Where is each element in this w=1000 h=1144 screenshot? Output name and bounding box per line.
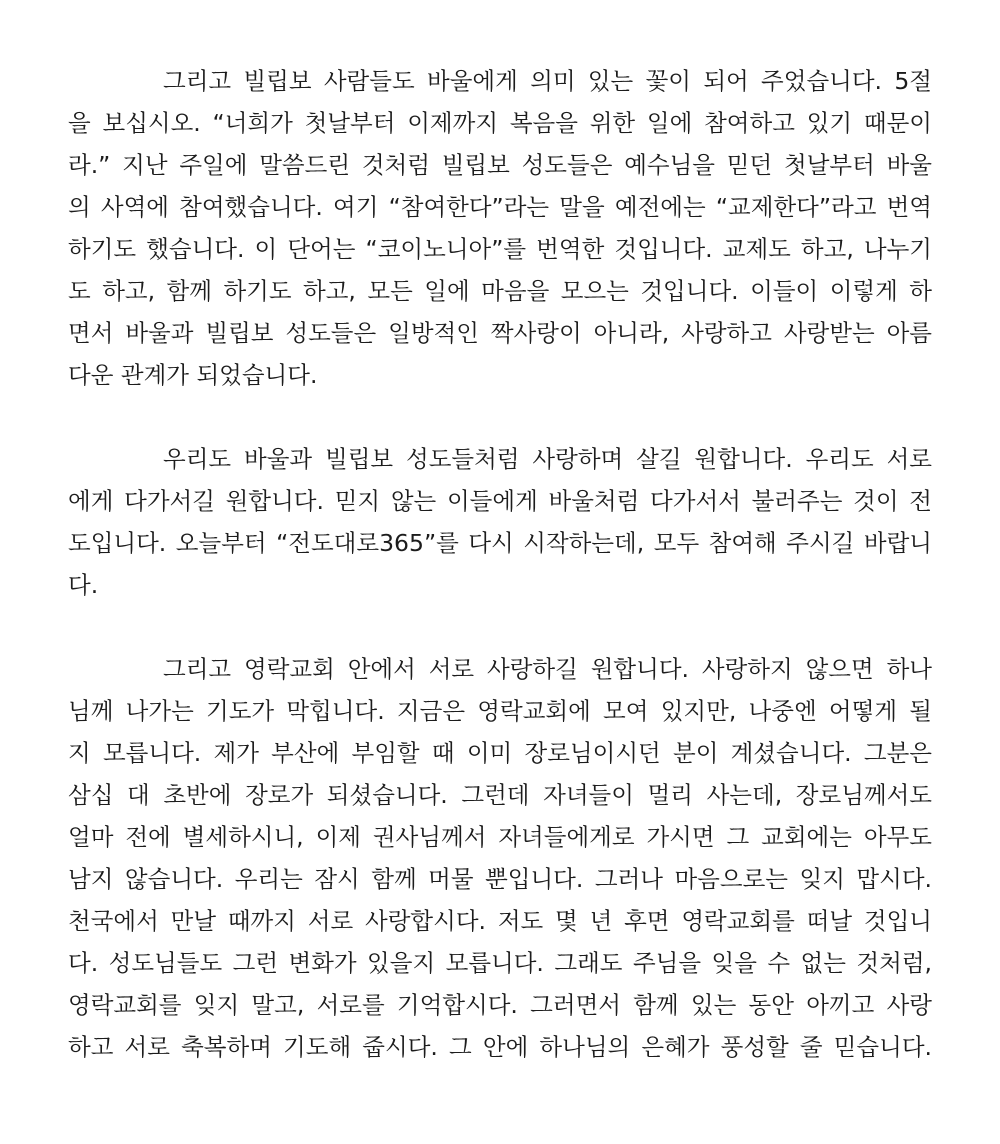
text-line: 얼마 전에 별세하시니, 이제 권사님께서 자녀들에게로 가시면 그 교회에는 아무도 bbox=[68, 823, 932, 851]
text-line: 지 모릅니다. 제가 부산에 부임할 때 이미 장로님이시던 분이 계셨습니다. 그분은 bbox=[68, 739, 932, 767]
text-line: 을 보십시오. “너희가 첫날부터 이제까지 복음을 위한 일에 참여하고 있기 때문이 bbox=[68, 109, 932, 137]
text-line: 면서 바울과 빌립보 성도들은 일방적인 짝사랑이 아니라, 사랑하고 사랑받는 아름 bbox=[68, 319, 932, 347]
text-line: 도입니다. 오늘부터 “전도대로365”를 다시 시작하는데, 모두 참여해 주시길 바랍니 bbox=[68, 529, 932, 557]
paragraph-2 bbox=[68, 438, 932, 606]
text-line: 님께 나가는 기도가 막힙니다. 지금은 영락교회에 모여 있지만, 나중엔 어떻게 될 bbox=[68, 697, 932, 725]
text-line: 하기도 했습니다. 이 단어는 “코이노니아”를 번역한 것입니다. 교제도 하고, 나누기 bbox=[68, 235, 932, 263]
paragraph-1 bbox=[68, 60, 932, 396]
text-line: 삼십 대 초반에 장로가 되셨습니다. 그런데 자녀들이 멀리 사는데, 장로님께서도 bbox=[68, 781, 932, 809]
text-line: 라.” 지난 주일에 말씀드린 것처럼 빌립보 성도들은 예수님을 믿던 첫날부터 바울 bbox=[68, 151, 932, 179]
text-line: 의 사역에 참여했습니다. 여기 “참여한다”라는 말을 예전에는 “교제한다”라고 번역 bbox=[68, 193, 932, 221]
text-line: 우리도 바울과 빌립보 성도들처럼 사랑하며 살길 원합니다. 우리도 서로 bbox=[163, 445, 932, 473]
text-line: 다운 관계가 되었습니다. bbox=[68, 361, 318, 389]
text-line: 도 하고, 함께 하기도 하고, 모든 일에 마음을 모으는 것입니다. 이들이 이렇게 하 bbox=[68, 277, 932, 305]
paragraph-3 bbox=[68, 648, 932, 1068]
text-line: 그리고 빌립보 사람들도 바울에게 의미 있는 꽃이 되어 주었습니다. 5절 bbox=[163, 67, 932, 95]
text-line: 다. bbox=[68, 571, 99, 599]
text-line: 에게 다가서길 원합니다. 믿지 않는 이들에게 바울처럼 다가서서 불러주는 것이 전 bbox=[68, 487, 932, 515]
text-line: 다. 성도님들도 그런 변화가 있을지 모릅니다. 그래도 주님을 잊을 수 없는 것처럼, bbox=[68, 949, 932, 977]
document-page bbox=[68, 60, 932, 1110]
text-line: 남지 않습니다. 우리는 잠시 함께 머물 뿐입니다. 그러나 마음으로는 잊지 맙시다. bbox=[68, 865, 932, 893]
text-line: 영락교회를 잊지 말고, 서로를 기억합시다. 그러면서 함께 있는 동안 아끼고 사랑 bbox=[68, 991, 932, 1019]
text-line: 하고 서로 축복하며 기도해 줍시다. 그 안에 하나님의 은혜가 풍성할 줄 믿습니다. bbox=[68, 1033, 932, 1061]
text-line: 그리고 영락교회 안에서 서로 사랑하길 원합니다. 사랑하지 않으면 하나 bbox=[163, 655, 932, 683]
text-line: 천국에서 만날 때까지 서로 사랑합시다. 저도 몇 년 후면 영락교회를 떠날 것입니 bbox=[68, 907, 932, 935]
